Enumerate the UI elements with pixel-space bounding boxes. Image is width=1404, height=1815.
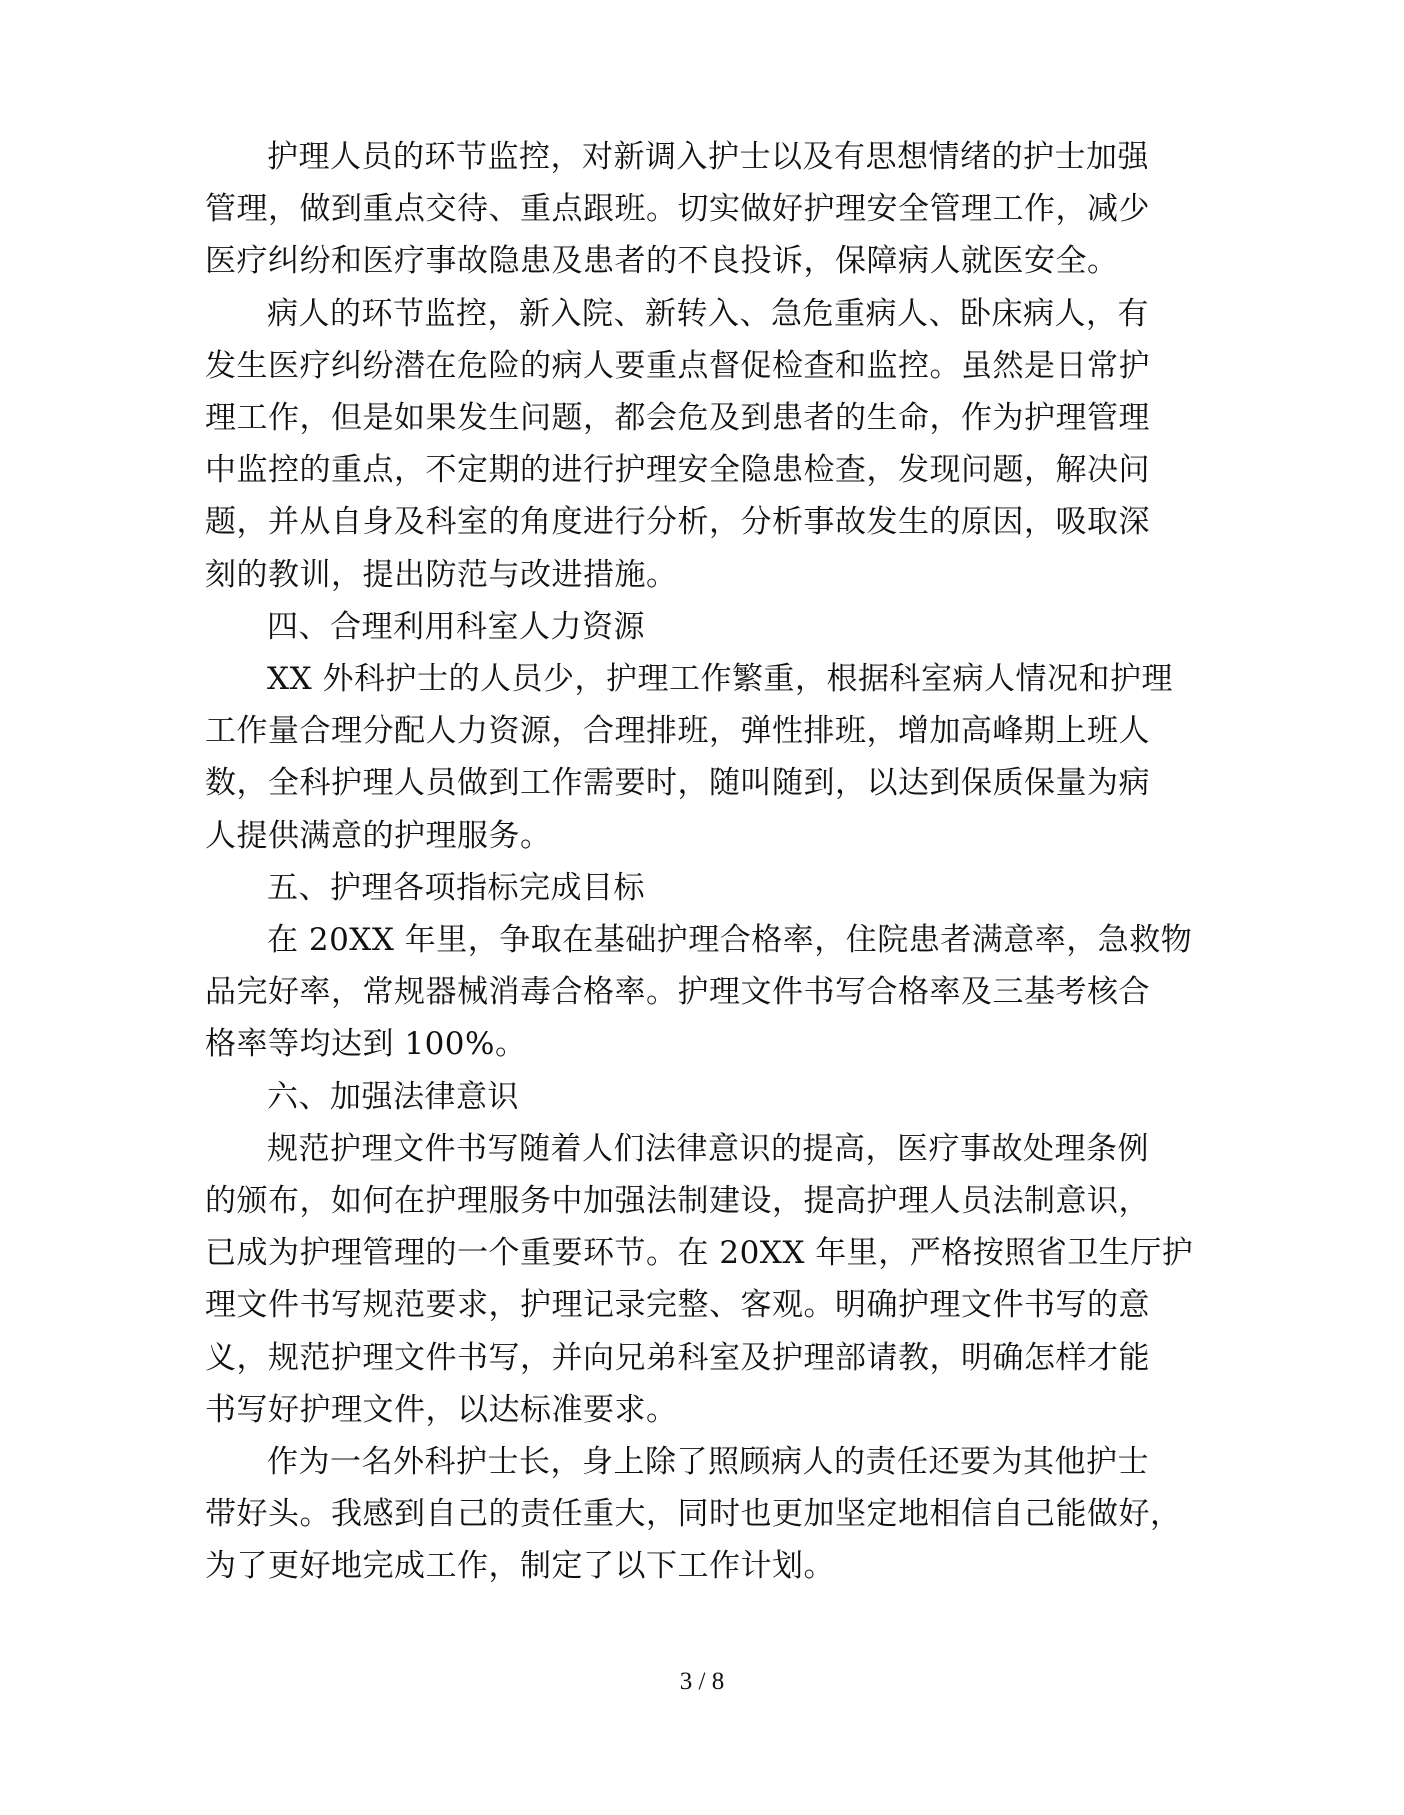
section-heading-6: 六、加强法律意识 (267, 1078, 519, 1115)
paragraph-nurse-monitoring: 护理人员的环节监控，对新调入护士以及有思想情绪的护士加强 管理，做到重点交待、重点跟班。切实做好护理安全管理工作，减少 医疗纠纷和医疗事故隐患及患者的不良投诉，保障病人就医安全。 (205, 139, 1150, 280)
paragraph-patient-monitoring: 病人的环节监控，新入院、新转入、急危重病人、卧床病人，有 发生医疗纠纷潜在危险的病人要重点督促检查和监控。虽然是日常护 理工作，但是如果发生问题，都会危及到患者的生命，作为护理管理 中监控的重点，不定期的进行护理安全隐患检查，发现问题，解决问 题，并从自身及科室的角度进行分析，分析事故发生的原因，吸取深 刻的教训，提出防范与改进措施。 (205, 295, 1150, 593)
paragraph-legal-awareness: 规范护理文件书写随着人们法律意识的提高，医疗事故处理条例 的颁布，如何在护理服务中加强法制建设，提高护理人员法制意识， 已成为护理管理的一个重要环节。在 20XX 年里，严格按照省卫生厅护 理文件书写规范要求，护理记录完整、客观。明确护理文件书写的意 义，规范护理文件书写，并向兄弟科室及护理部请教，明确怎样才能 书写好护理文件，以达标准要求。 (205, 1130, 1194, 1428)
page-number: 3 / 8 (679, 1668, 725, 1695)
paragraph-human-resources: XX 外科护士的人员少，护理工作繁重，根据科室病人情况和护理 工作量合理分配人力资源，合理排班，弹性排班，增加高峰期上班人 数，全科护理人员做到工作需要时，随叫随到，以达到保质保量为病 人提供满意的护理服务。 (205, 661, 1173, 854)
paragraph-conclusion: 作为一名外科护士长，身上除了照顾病人的责任还要为其他护士 带好头。我感到自己的责任重大，同时也更加坚定地相信自己能做好， 为了更好地完成工作，制定了以下工作计划。 (205, 1444, 1182, 1585)
paragraph-quality-targets: 在 20XX 年里，争取在基础护理合格率，住院患者满意率，急救物 品完好率，常规器械消毒合格率。护理文件书写合格率及三基考核合 格率等均达到 100%。 (205, 922, 1193, 1063)
document-body (205, 131, 1205, 1593)
section-heading-5: 五、护理各项指标完成目标 (267, 869, 645, 906)
section-heading-4: 四、合理利用科室人力资源 (267, 608, 645, 645)
